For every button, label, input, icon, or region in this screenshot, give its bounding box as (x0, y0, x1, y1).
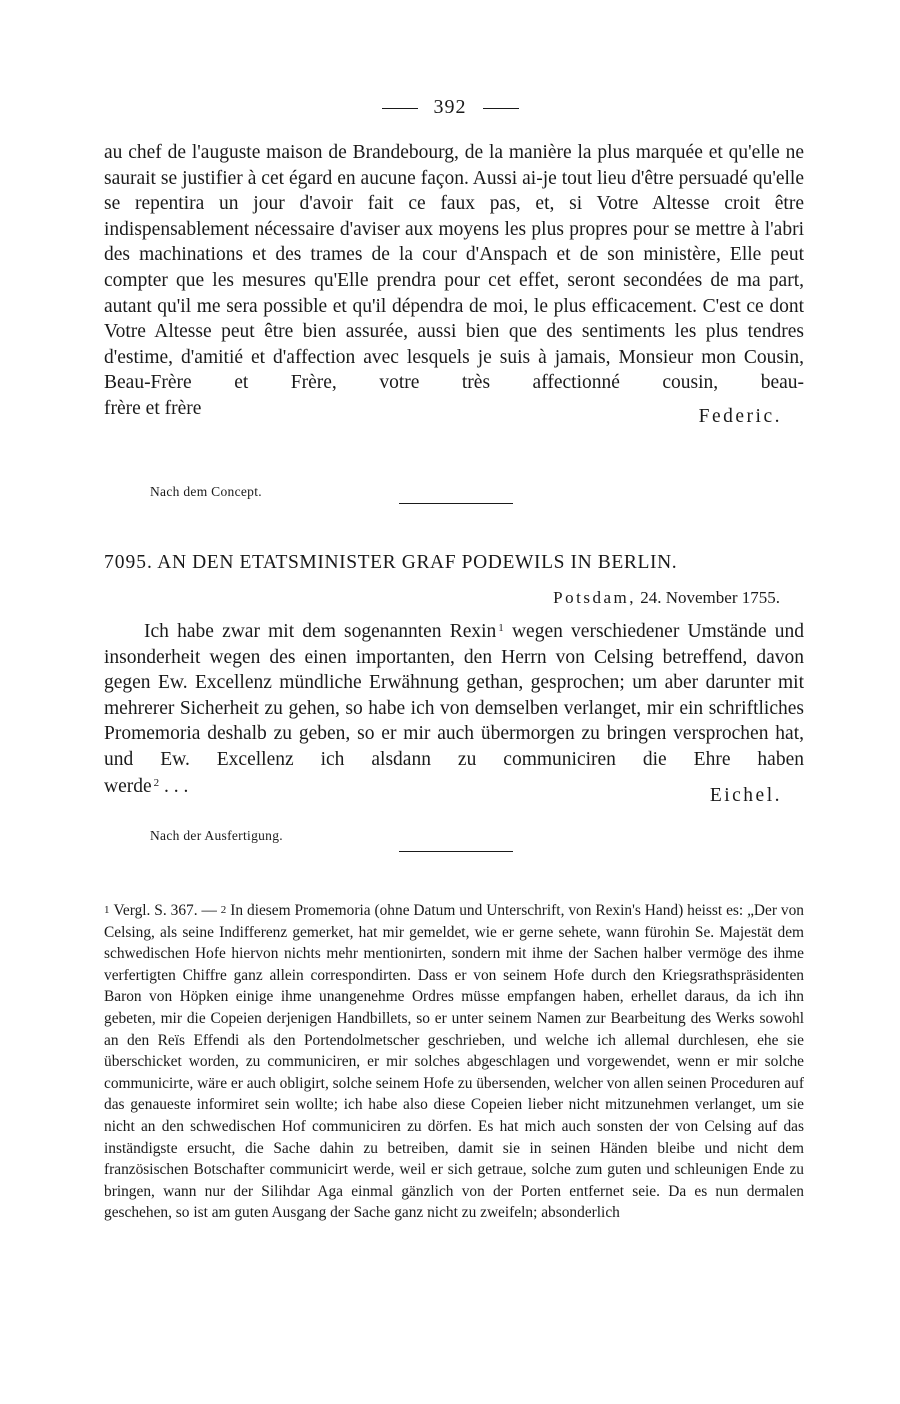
letter-number: 7095. (104, 552, 153, 573)
letter-1-closing: frère et frère (104, 397, 202, 419)
footnote-2-text: In diesem Promemoria (ohne Datum und Unterschrift, von Rexin's Hand) heisst es: „Der von Celsing, als seine Indifferenz gemerket, hat mir gemeldet, wie er gerne sehete, wann fürohin Se. Majestät dem schwedischen Hofe hiervon nichts mehr mentionirten, sondern mit ihme der Sachen halber vermöge des ihme verfertigten Chiffre ganz allein correspondirten. Dass er von seinem Hofe durch den Kriegsrathspräsidenten Baron von Höpken einige ihme unangenehme Ordres müsse empfangen haben, erhellet daraus, da ich ihn gebeten, mir die Copeien derjenigen Handbillets, so er unter seinem Namen zur Bearbeitung des Werks sowohl an den Reïs Effendi als den Portendolmetscher geschrieben, und welche ich allemal durchlesen, ehe sie überschicket worden, zu communiciren, er mir solches abgeschlagen und vorgewendet, wenn er mir solche communicirte, wäre er auch obligirt, solche seinem Hofe zu übersenden, welcher von allen seinen Proceduren auf das genaueste informiret sein wollte; ich habe also diese Copeien lieber nicht mitzunehmen verlanget, um sie nicht an den schwedischen Hof communiciren zu dörfen. Es hat mich auch sonsten der von Celsing auf das inständigste ersucht, die Sache dahin zu betreiben, damit sie in seinen Händen bleibe und nicht dem französischen Botschafter communicirt werde, weil er sich getraue, solche zum guten und schleunigen Ende zu bringen, wann nur der Silihdar Aga einmal gänzlich von der Porten entfernet seie. Da es nun dermalen geschehen, so ist am guten Ausgang der Sache ganz nicht zu zweifeln; absonderlich (104, 902, 805, 1222)
footnote-1-mark: 1 (104, 904, 110, 916)
footnote-1-text: Vergl. S. 367. — (113, 902, 221, 919)
letter-place: Potsdam, (553, 588, 636, 607)
footnote-2-mark: 2 (220, 904, 227, 916)
letter-2-body-part2: wegen verschiedener Umstände und insonderheit wegen des einen importanten, den Herrn von Celsing betreffend, davon gegen Ew. Excellenz mündliche Erwähnung gethan, gesprochen; um aber darunter mit mehrerer Sicherheit zu gehen, so habe ich von demselben verlanget, mir ein schriftliches Promemoria deshalb zu geben, so er mir auch übermorgen zu bringen versprochen hat, und Ew. Excellenz ich alsdann zu communiciren die Ehre haben (104, 621, 804, 770)
letter-1-signature: Federic. (698, 405, 782, 427)
letter-2-body-part1: Ich habe zwar mit dem sogenannten Rexin (144, 621, 497, 642)
header-dash-right (483, 108, 519, 109)
header-dash-left (382, 108, 418, 109)
letter-2-source-note: Nach der Ausfertigung. (150, 828, 283, 843)
letter-2-closing-text: werde (104, 775, 152, 797)
letter-1-body: au chef de l'auguste maison de Brandebourg, de la manière la plus marquée et qu'elle ne saurait se justifier à cet égard en aucune façon. Aussi ai-je tout lieu d'être persuadé qu'elle se repentira un jour d'avoir fait ce faux pas, et, si Votre Altesse croit être indispensablement nécessaire d'aviser aux moyens les plus propres pour se mettre à l'abri des machinations et des trames de la cour d'Anspach et de son ministère, Elle peut compter que les mesures qu'Elle prendra pour cet effet, seront secondées de ma part, autant qu'il me sera possible et qu'il dépendra de moi, le plus efficacement. C'est ce dont Votre Altesse peut être bien assurée, aussi bien que des sentiments les plus tendres d'estime, d'amitié et d'affection avec lesquels je suis à jamais, Monsieur mon Cousin, Beau-Frère et Frère, votre très affectionné cousin, beau- (104, 142, 804, 394)
letter-2-ellipsis: . . . (159, 775, 189, 797)
section-divider-1 (399, 503, 513, 504)
footnotes (104, 900, 804, 1224)
letter-1 (104, 140, 804, 427)
letter-2-heading (104, 552, 804, 574)
page-number: 392 (433, 96, 467, 118)
letter-title: AN DEN ETATSMINISTER GRAF PODEWILS IN BERLIN. (157, 552, 678, 573)
footnote-ref-1: 1 (498, 622, 504, 634)
letter-1-closing-row (104, 396, 804, 427)
page-header (0, 96, 900, 119)
letter-1-source-note: Nach dem Concept. (150, 484, 262, 499)
letter-2-body (104, 616, 804, 773)
section-divider-2 (399, 851, 513, 852)
footnote-ref-2: 2 (153, 776, 160, 789)
letter-2 (104, 616, 804, 806)
letter-2-signature: Eichel. (709, 784, 782, 806)
letter-2-place-date (553, 588, 780, 608)
letter-date: 24. November 1755. (640, 588, 780, 607)
letter-2-closing-row (104, 773, 804, 806)
letter-2-closing (104, 771, 188, 800)
